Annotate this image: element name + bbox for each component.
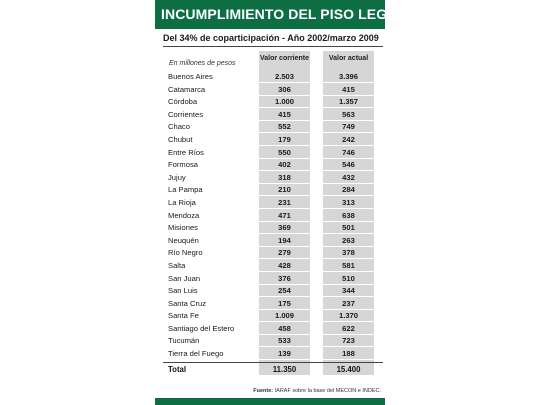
table-row	[163, 334, 383, 347]
table-row	[163, 133, 383, 146]
valor-actual-cell: 563	[342, 109, 355, 119]
province-name: Chubut	[168, 134, 193, 144]
valor-actual-cell: 284	[342, 185, 355, 195]
province-name: Neuquén	[168, 235, 199, 245]
valor-corriente-cell: 179	[278, 134, 291, 144]
table-row	[163, 83, 383, 96]
valor-corriente-cell: 1.009	[274, 311, 294, 321]
column-header-valor-corriente: Valor corriente	[259, 55, 310, 62]
source-label: Fuente:	[253, 388, 274, 394]
province-name: Tucumán	[168, 336, 200, 346]
table-row	[163, 209, 383, 222]
bottom-bar	[155, 398, 385, 405]
valor-corriente-cell: 318	[278, 172, 291, 182]
province-name: Jujuy	[168, 172, 186, 182]
table-row	[163, 347, 383, 360]
table-row	[163, 183, 383, 196]
table-row	[163, 120, 383, 133]
valor-actual-cell: 344	[342, 286, 355, 296]
table-row	[163, 297, 383, 310]
table-row	[163, 284, 383, 297]
source-note	[155, 388, 381, 394]
infographic	[155, 0, 407, 405]
table-row	[163, 158, 383, 171]
valor-actual-cell: 242	[342, 134, 355, 144]
total-rule	[163, 362, 383, 363]
province-name: Chaco	[168, 122, 190, 132]
table-row	[163, 196, 383, 209]
valor-corriente-cell: 550	[278, 147, 291, 157]
valor-actual-cell: 237	[342, 298, 355, 308]
table-row	[163, 259, 383, 272]
valor-actual-cell: 432	[342, 172, 355, 182]
table-row	[163, 309, 383, 322]
table-row	[163, 234, 383, 247]
province-name: Corrientes	[168, 109, 204, 119]
valor-actual-cell: 546	[342, 160, 355, 170]
province-name: La Pampa	[168, 185, 203, 195]
valor-corriente-cell: 2.503	[274, 72, 294, 81]
valor-actual-cell: 263	[342, 235, 355, 245]
valor-corriente-cell: 175	[278, 298, 291, 308]
valor-actual-cell: 749	[342, 122, 355, 132]
table-row	[163, 171, 383, 184]
valor-actual-cell: 622	[342, 323, 355, 333]
province-name: Río Negro	[168, 248, 203, 258]
valor-corriente-cell: 139	[278, 349, 291, 359]
valor-corriente-cell: 369	[278, 223, 291, 233]
province-name: Formosa	[168, 160, 198, 170]
total-valor-corriente: 11.350	[272, 365, 297, 374]
valor-corriente-cell: 306	[278, 84, 291, 94]
valor-actual-cell: 1.370	[338, 311, 358, 321]
cell-separator	[323, 359, 374, 360]
province-name: Misiones	[168, 223, 198, 233]
valor-corriente-cell: 254	[278, 286, 291, 296]
table-row	[163, 272, 383, 285]
province-name: San Juan	[168, 273, 201, 283]
units-note: En millones de pesos	[169, 60, 236, 67]
valor-actual-cell: 510	[342, 273, 355, 283]
province-name: Mendoza	[168, 210, 200, 220]
table-body	[163, 70, 383, 360]
table-row	[163, 246, 383, 259]
title-bar	[155, 0, 407, 29]
province-name: La Rioja	[168, 197, 196, 207]
valor-corriente-cell: 1.000	[274, 97, 294, 107]
province-name: Tierra del Fuego	[168, 349, 224, 359]
table-row	[163, 108, 383, 121]
column-header-valor-actual: Valor actual	[328, 55, 369, 62]
province-name: Santiago del Estero	[168, 323, 235, 333]
source-text: IARAF sobre la base del MECON e INDEC.	[274, 388, 381, 394]
province-name: Salta	[168, 260, 186, 270]
table-row	[163, 95, 383, 108]
province-name: Buenos Aires	[168, 72, 213, 81]
valor-corriente-cell: 458	[278, 323, 291, 333]
valor-corriente-cell: 428	[278, 260, 291, 270]
valor-actual-cell: 638	[342, 210, 355, 220]
province-name: San Luis	[168, 286, 198, 296]
valor-corriente-cell: 533	[278, 336, 291, 346]
valor-actual-cell: 313	[342, 197, 355, 207]
valor-actual-cell: 581	[342, 260, 355, 270]
valor-actual-cell: 3.396	[338, 72, 358, 81]
table-row	[163, 146, 383, 159]
valor-corriente-cell: 376	[278, 273, 291, 283]
total-row	[163, 364, 383, 376]
province-name: Santa Cruz	[168, 298, 206, 308]
province-name: Entre Ríos	[168, 147, 204, 157]
total-label: Total	[168, 365, 187, 374]
valor-corriente-cell: 471	[278, 210, 291, 220]
valor-corriente-cell: 210	[278, 185, 291, 195]
province-name: Córdoba	[168, 97, 198, 107]
valor-actual-cell: 188	[342, 349, 355, 359]
subtitle: Del 34% de coparticipación - Año 2002/marzo 2009	[163, 33, 379, 43]
valor-actual-cell: 378	[342, 248, 355, 258]
valor-corriente-cell: 194	[278, 235, 291, 245]
table-row	[163, 221, 383, 234]
valor-corriente-cell: 415	[278, 109, 291, 119]
subtitle-rule	[163, 46, 383, 47]
valor-actual-cell: 723	[342, 336, 355, 346]
valor-corriente-cell: 279	[278, 248, 291, 258]
valor-actual-cell: 1.357	[338, 97, 358, 107]
valor-corriente-cell: 231	[278, 197, 291, 207]
cell-separator	[259, 359, 310, 360]
valor-corriente-cell: 402	[278, 160, 291, 170]
valor-corriente-cell: 552	[278, 122, 291, 132]
table-row	[163, 70, 383, 83]
table-row	[163, 322, 383, 335]
title: INCUMPLIMIENTO DEL PISO LEGAL	[161, 6, 407, 22]
province-name: Santa Fe	[168, 311, 199, 321]
valor-actual-cell: 415	[342, 84, 355, 94]
total-valor-actual: 15.400	[336, 365, 361, 374]
valor-actual-cell: 746	[342, 147, 355, 157]
province-name: Catamarca	[168, 84, 206, 94]
valor-actual-cell: 501	[342, 223, 355, 233]
